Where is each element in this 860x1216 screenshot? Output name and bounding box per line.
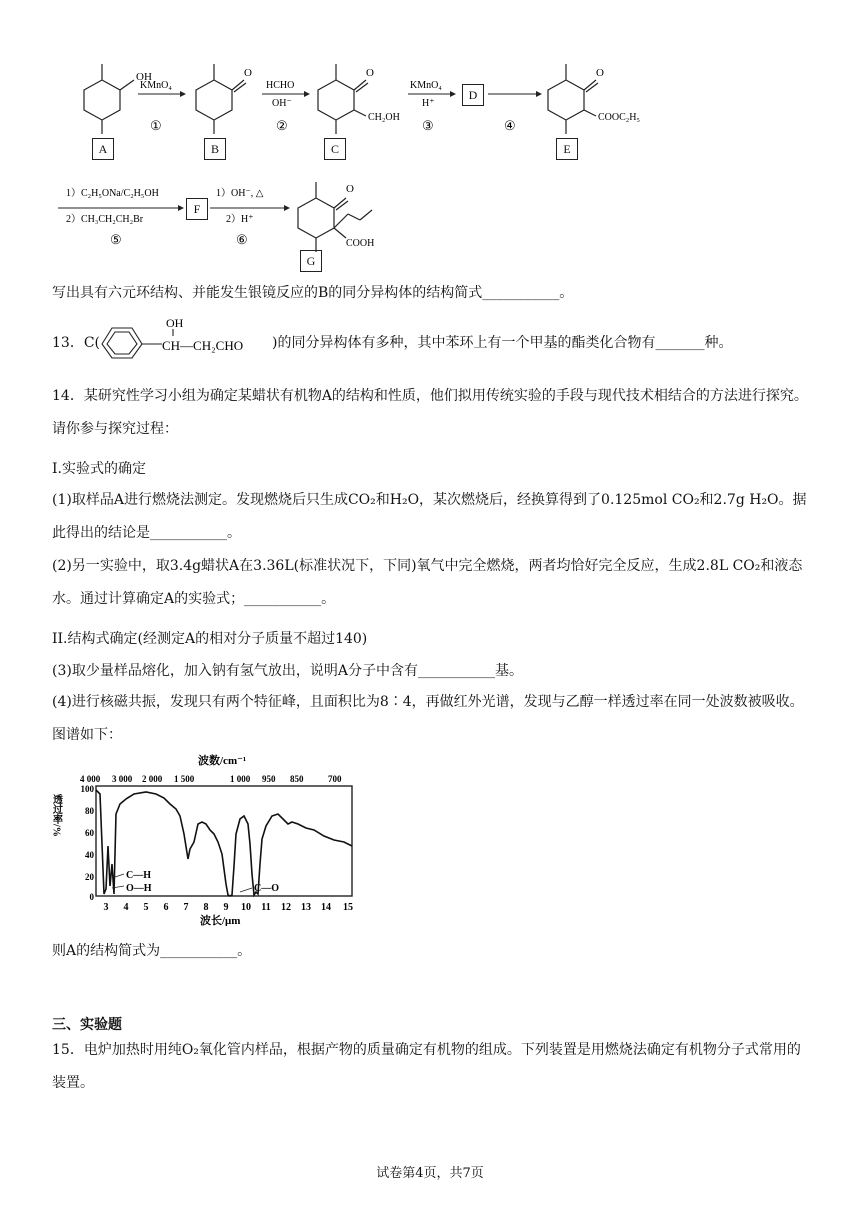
step5-line2: 2）CH₃CH₂CH₂Br [66,214,144,225]
svg-text:13: 13 [301,902,311,913]
svg-text:3: 3 [103,902,109,913]
ir-top-tick: 850 [290,774,304,784]
step6-line1: 1）OH⁻, △ [216,188,264,199]
q14-part2: (2)另一实验中，取3.4g蜡状A在3.36L(标准状况下，下同)氧气中完全燃烧，两者均恰好完全反应，生成2.8L CO₂和液态水。通过计算确定A的实验式；___________。 [52,558,803,607]
svg-text:O: O [244,67,252,79]
ir-spectrum-figure [50,754,366,926]
ir-ann-oh: O—H [126,883,152,894]
compound-b-structure [196,64,246,134]
step2-condition: OH⁻ [272,98,292,109]
svg-text:11: 11 [261,902,271,913]
ir-top-title: 波数/cm⁻¹ [198,755,247,767]
step1-number: ① [150,118,162,133]
label-box-b: B [204,138,226,160]
q13-structure [96,314,272,360]
compound-a-oh: OH [136,71,152,83]
ir-top-tick: 1 500 [174,774,195,784]
ir-y-label: 透过率/% [50,794,62,837]
step2-reagent: HCHO [266,80,295,91]
svg-text:4: 4 [123,902,129,913]
label-box-e: E [556,138,578,160]
svg-text:0: 0 [89,892,94,902]
svg-text:10: 10 [241,902,251,913]
svg-text:8: 8 [203,902,209,913]
step3-number: ③ [422,118,434,133]
svg-text:12: 12 [281,902,291,913]
svg-text:40: 40 [85,850,94,860]
compound-c-o: O [366,67,374,79]
benzene-ring-icon [102,328,142,358]
svg-text:9: 9 [223,902,229,913]
svg-text:80: 80 [85,806,94,816]
q14-section2-title: II.结构式确定(经测定A的相对分子质量不超过140) [52,631,368,647]
page-footer: 试卷第4页，共7页 [376,1166,484,1181]
compound-e-o: O [596,67,604,79]
q15-question: 15．电炉加热时用纯O₂氧化管内样品，根据产物的质量确定有机物的组成。下列装置是用燃烧法确定有机物分子式常用的装置。 [52,1042,801,1091]
step3-reagent: KMnO₄ [410,80,442,91]
q14-part4: (4)进行核磁共振，发现只有两个特征峰，且面积比为8∶4，再做红外光谱，发现与乙醇一样透过率在同一处波数被吸收。图谱如下： [52,694,804,743]
step1-reagent: KMnO₄ [140,80,172,91]
section3-title: 三、实验题 [52,1017,122,1033]
q13-oh: OH [166,316,184,330]
label-box-a: A [92,138,114,160]
label-box-g: G [300,250,322,272]
q13-suffix: )的同分异构体有多种，其中苯环上有一个甲基的酯类化合物有_______种。 [272,335,733,351]
ir-top-tick: 950 [262,774,276,784]
q14-part5: 则A的结构简式为___________。 [52,943,252,959]
reaction-scheme-row2 [50,172,450,274]
q14-intro: 14．某研究性学习小组为确定某蜡状有机物A的结构和性质，他们拟用传统实验的手段与现代技术相结合的方法进行探究。请你参与探究过程： [52,388,808,437]
q13-prefix: 13．C( [52,335,100,351]
compound-c-structure [318,64,368,134]
svg-text:60: 60 [85,828,94,838]
compound-e-ester: COOC₂H₅ [598,112,640,123]
label-box-d: D [462,84,484,106]
svg-text:20: 20 [85,872,94,882]
svg-text:14: 14 [321,902,331,913]
step3-condition: H⁺ [422,98,435,109]
ir-top-tick: 700 [328,774,342,784]
ir-top-tick: 3 000 [112,774,133,784]
ir-ann-co: C—O [254,883,279,894]
svg-text:6: 6 [163,902,169,913]
q13-chain: CH—CH₂CHO [162,338,244,353]
label-box-c: C [324,138,346,160]
ir-x-label: 波长/μm [200,915,241,926]
step6-number: ⑥ [236,232,248,247]
step6-line2: 2）H⁺ [226,214,254,225]
ir-top-tick: 4 000 [80,774,101,784]
svg-text:5: 5 [143,902,149,913]
label-box-f: F [186,198,208,220]
svg-text:15: 15 [343,902,353,913]
step2-number: ② [276,118,288,133]
step5-line1: 1）C₂H₅ONa/C₂H₅OH [66,188,159,199]
compound-g-o: O [346,183,354,195]
q13-question [52,332,100,352]
reaction-scheme-row1 [40,30,740,170]
q12-question-tail: 写出具有六元环结构、并能发生银镜反应的B的同分异构体的结构简式___________。 [52,285,574,301]
ir-top-tick: 1 000 [230,774,251,784]
svg-text:100: 100 [80,784,94,794]
step5-number: ⑤ [110,232,122,247]
ir-ann-ch: C—H [126,870,151,881]
step4-number: ④ [504,118,516,133]
compound-a-structure [84,64,134,134]
q14-part3: (3)取少量样品熔化，加入钠有氢气放出，说明A分子中含有___________基。 [52,663,523,679]
ir-top-tick: 2 000 [142,774,163,784]
q14-part1: (1)取样品A进行燃烧法测定。发现燃烧后只生成CO₂和H₂O，某次燃烧后，经换算得到了0.125mol CO₂和2.7g H₂O。据此得出的结论是___________。 [52,492,807,541]
compound-g-cooh: COOH [346,238,375,249]
svg-text:7: 7 [183,902,189,913]
q14-section1-title: I.实验式的确定 [52,461,146,477]
compound-e-structure [548,64,598,134]
compound-c-ch2oh: CH₂OH [368,112,400,123]
